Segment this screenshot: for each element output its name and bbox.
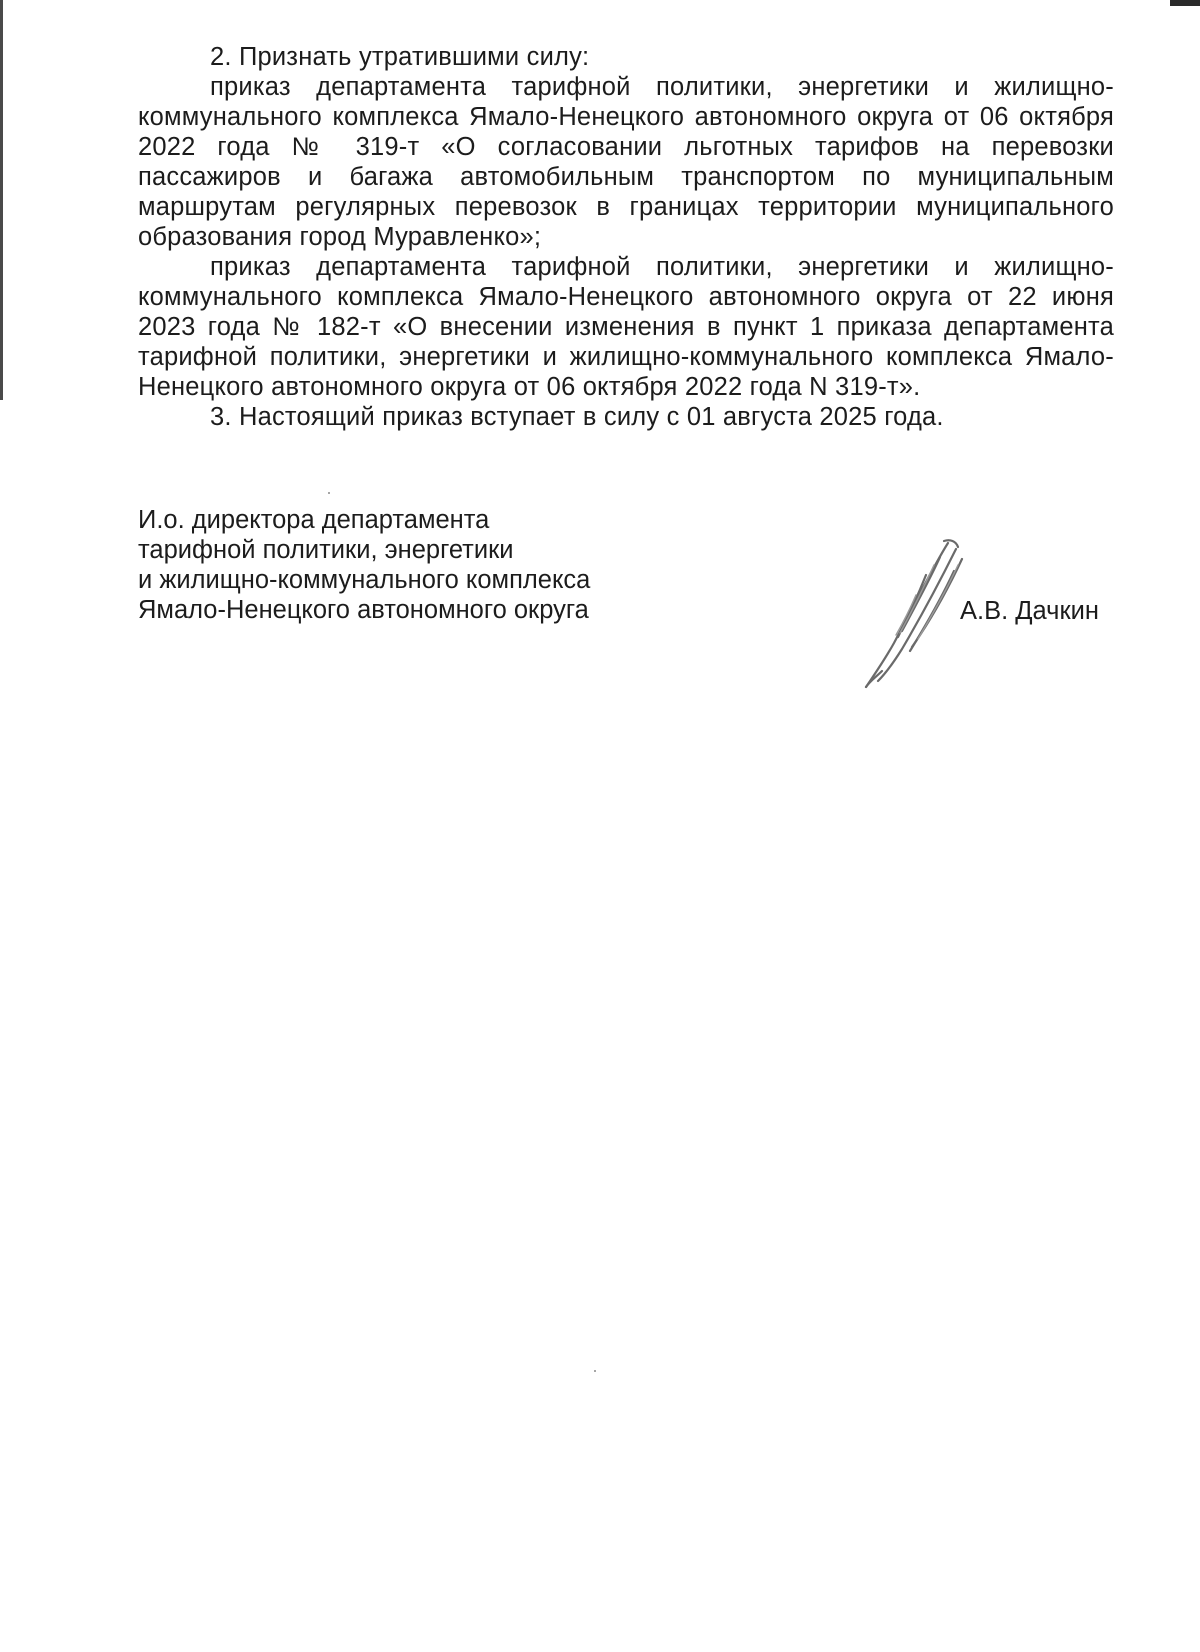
signatory-position-line: Ямало-Ненецкого автономного округа	[138, 596, 589, 624]
signatory-position-line: И.о. директора департамента	[138, 506, 490, 534]
signatory-position	[138, 505, 590, 625]
paragraph-order-repealed-2: приказ департамента тарифной политики, энергетики и жилищно-коммунального комплекса Ямало-Ненецкого автономного округа от 22 июня 2023 года № 182-т «О внесении изменения в пункт 1 приказа департамента тарифной политики, энергетики и жилищно-коммунального комплекса Ямало-Ненецкого автономного округа от 06 октября 2022 года N 319-т».	[138, 253, 1114, 401]
scan-speck	[594, 1370, 596, 1372]
handwritten-signature-icon	[830, 535, 980, 695]
paragraph-order-repealed-1: приказ департамента тарифной политики, энергетики и жилищно-коммунального комплекса Ямало-Ненецкого автономного округа от 06 октября 2022 года № 319-т «О согласовании льготных тарифов на перевозки пассажиров и багажа автомобильным транспортом по муниципальным маршрутам регулярных перевозок в границах территории муниципального образования город Муравленко»;	[138, 73, 1114, 251]
paragraph-item-2-heading: 2. Признать утратившими силу:	[210, 43, 590, 71]
document-body	[138, 42, 1114, 432]
signatory-name: А.В. Дачкин	[960, 597, 1099, 625]
signatory-position-line: и жилищно-коммунального комплекса	[138, 566, 591, 594]
scan-corner-mark	[1170, 0, 1200, 6]
signatory-position-line: тарифной политики, энергетики	[138, 536, 514, 564]
paragraph-item-3-effective-date: 3. Настоящий приказ вступает в силу с 01 августа 2025 года.	[210, 403, 944, 431]
scan-speck	[328, 492, 330, 494]
scan-edge-left	[0, 0, 3, 400]
